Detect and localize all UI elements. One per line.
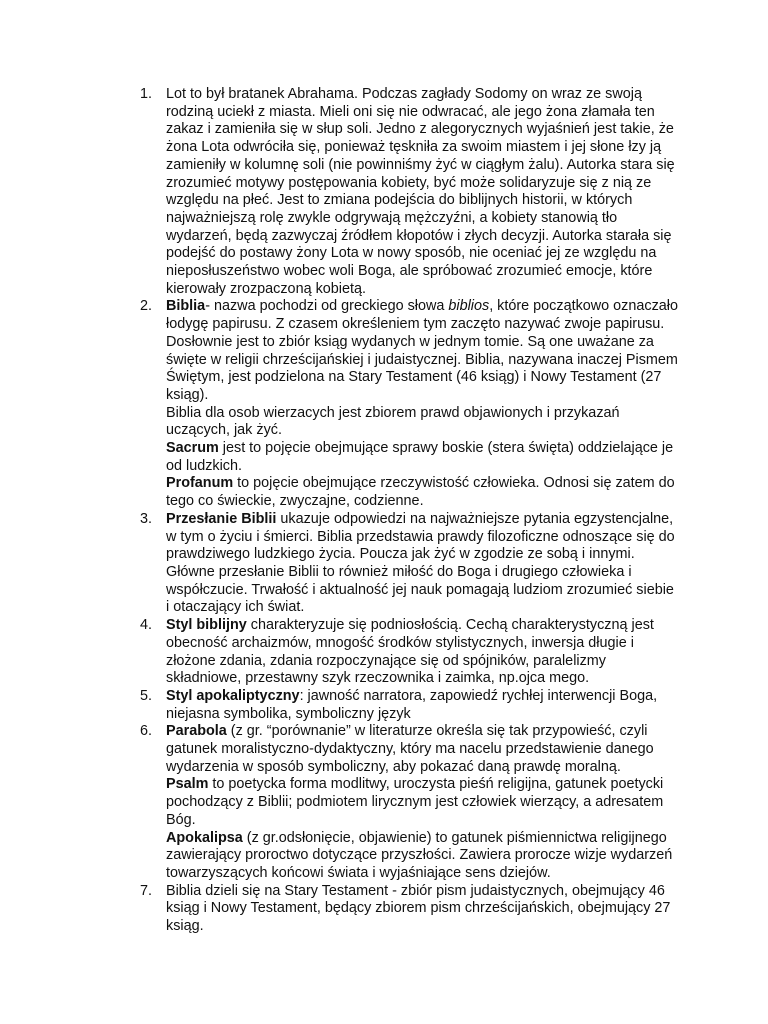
paragraph [166,86,681,298]
text-run: charakteryzuje się podniosłością. Cechą charakterystyczną jest obecność archaizmów, mnogość środków stylistycznych, inwersja długie i złożone zdania, zdania rozpoczynające się od spójników, paralelizmy składniowe, przestawny szyk rzeczownika i zaimka, np.ojca mego. [166,617,654,687]
paragraph [166,511,681,617]
list-item-number: 5. [140,687,153,704]
paragraph [166,883,681,936]
numbered-list [0,86,768,936]
paragraph [166,405,681,440]
list-item [0,723,681,882]
italic-term: biblios [448,298,490,315]
paragraph [166,475,681,510]
bold-term: Profanum [166,475,234,492]
list-item-number: 1. [140,86,153,102]
text-run: - nazwa pochodzi od greckiego słowa [205,298,449,315]
paragraph [166,298,681,404]
text-run: : jawność narratora, zapowiedź rychłej interwencji Boga, niejasna symbolika, symboliczny język [166,687,658,722]
text-run: (z gr.odsłonięcie, objawienie) to gatunek piśmiennictwa religijnego zawierający proroctwo dotyczące przyszłości. Zawiera prorocze wizje wydarzeń towarzyszących końcowi świata i wyjaśniające sens dziejów. [166,829,673,881]
list-item [0,511,681,617]
list-item-number: 3. [140,510,153,527]
text-run: ukazuje odpowiedzi na najważniejsze pytania egzystencjalne, w tym o życiu i śmierci. Biblia przedstawia prawdy filozoficzne odnoszące się do prawdziwego ludzkiego życia. Poucza jak żyć w zgodzie ze sobą i innymi. Główne przesłanie Biblii to również miłość do Boga i drugiego człowieka i współczucie. Trwałość i aktualność jej nauk pomagają ludziom zrozumieć siebie i otaczający ich świat. [166,510,675,616]
bold-term: Styl apokaliptyczny [166,687,300,704]
text-run: to pojęcie obejmujące rzeczywistość człowieka. Odnosi się zatem do tego co świeckie, zwyczajne, codzienne. [166,475,675,510]
bold-term: Biblia [166,298,206,315]
text-run: Biblia dla osob wierzacych jest zbiorem prawd objawionych i przykazań uczących, jak żyć. [166,404,620,439]
bold-term: Styl biblijny [166,617,247,634]
list-item-number: 2. [140,298,153,315]
paragraph [166,723,681,776]
paragraph [166,617,681,688]
bold-term: Parabola [166,723,227,740]
text-run: Lot to był bratanek Abrahama. Podczas zagłady Sodomy on wraz ze swoją rodziną uciekł z miasta. Mieli oni się nie odwracać, ale jego żona złamała ten zakaz i zamieniła się w słup soli. Jedno z alegorycznych wyjaśnień jest takie, że żona Lota odwróciła się, ponieważ tęskniła za swoim miastem i jej słone łzy ją zamieniły w kolumnę soli (nie powinniśmy żyć w ciągłym żalu). Autorka stara się zrozumieć motywy postępowania kobiety, być może solidaryzuje się z nią ze względu na płeć. Jest to zmiana podejścia do biblijnych historii, w których najważniejszą rolę zwykle odgrywają mężczyźni, a kobiety stanowią tło wydarzeń, będą zazwyczaj źródłem kłopotów i złych decyzji. Autorka starała się podejść do postawy żony Lota w nowy sposób, nie oceniać jej ze względu na nieposłuszeństwo wobec woli Boga, ale spróbować zrozumieć emocje, które kierowały zrozpaczoną kobietą. [166,86,675,297]
list-item-number: 6. [140,723,153,740]
list-item [0,688,681,723]
list-item-number: 4. [140,617,153,634]
text-run: to poetycka forma modlitwy, uroczysta pieśń religijna, gatunek poetycki pochodzący z Biblii; podmiotem lirycznym jest człowiek wierzący, a adresatem Bóg. [166,776,664,828]
paragraph [166,440,681,475]
bold-term: Przesłanie Biblii [166,510,277,527]
paragraph [166,688,681,723]
paragraph [166,830,681,883]
text-run: Biblia dzieli się na Stary Testament - zbiór pism judaistycznych, obejmujący 46 ksiąg i Nowy Testament, będący zbiorem pism chrześcijańskich, obejmujący 27 ksiąg. [166,882,671,935]
paragraph [166,776,681,829]
list-item-number: 7. [140,882,153,899]
list-item [0,298,681,510]
list-item [0,86,681,298]
text-run: jest to pojęcie obejmujące sprawy boskie (stera święta) oddzielające je od ludzkich. [166,440,674,474]
bold-term: Psalm [166,776,209,793]
bold-term: Apokalipsa [166,829,243,846]
list-item [0,883,681,936]
bold-term: Sacrum [166,440,219,457]
text-run: (z gr. “porównanie” w literaturze określa się tak przypowieść, czyli gatunek moralistyczno-dydaktyczny, który ma nacelu przedstawienie danego wydarzenia w sposób symboliczny, aby pokazać daną prawdę moralną. [166,723,654,775]
text-run: , które początkowo oznaczało łodygę papirusu. Z czasem określeniem tym zaczęto nazywać zwoje papirusu. Dosłownie jest to zbiór ksiąg wydanych w jednym tomie. Są one uważane za święte w religii chrześcijańskiej i judaistycznej. Biblia, nazywana inaczej Pismem Świętym, jest podzielona na Stary Testament (46 ksiąg) i Nowy Testament (27 ksiąg). [166,298,678,403]
list-item [0,617,681,688]
